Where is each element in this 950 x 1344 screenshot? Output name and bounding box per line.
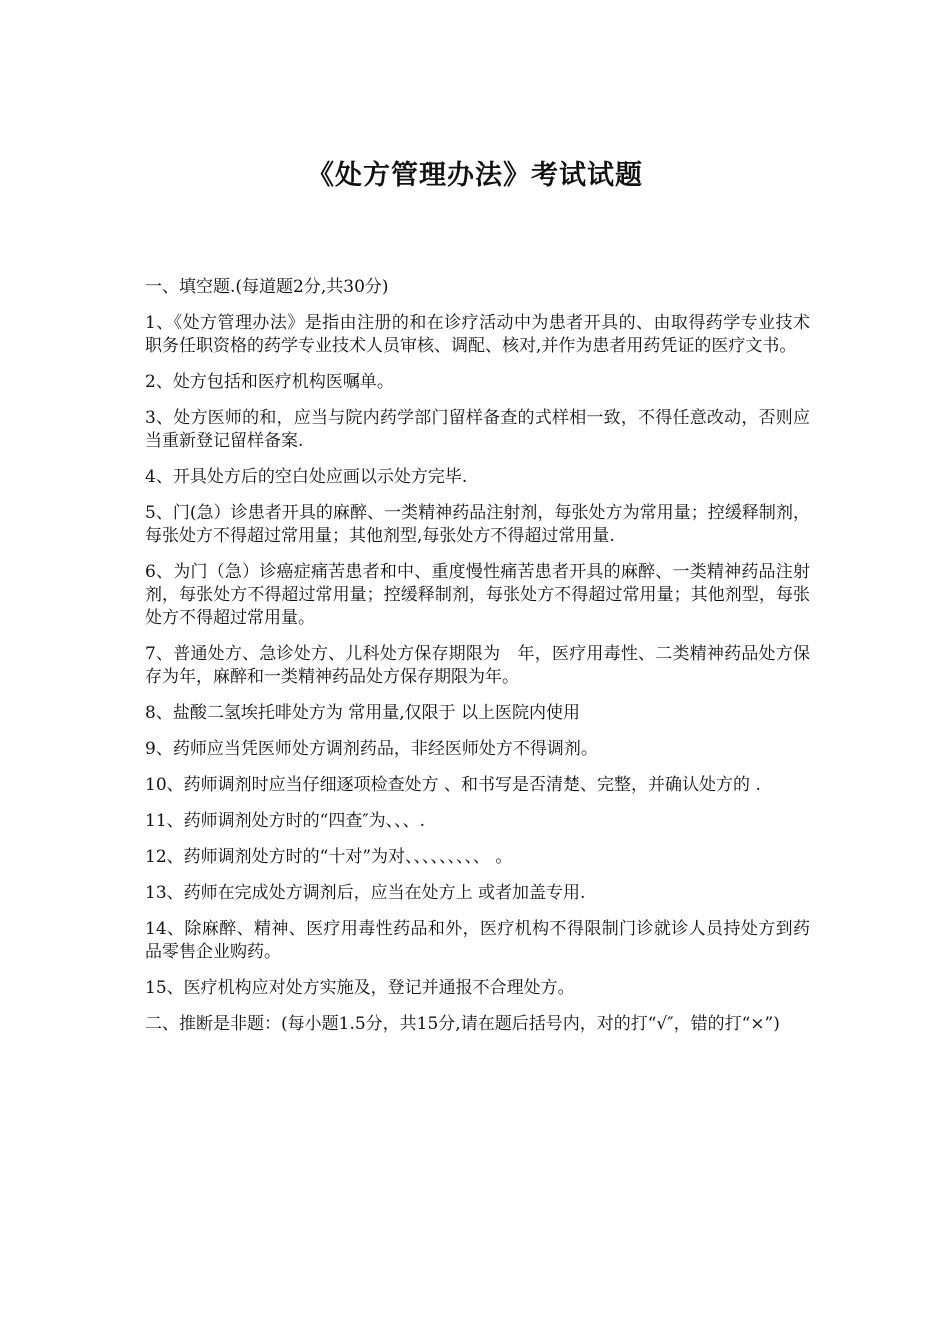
question-7: 7、普通处方、急诊处方、儿科处方保存期限为 年，医疗用毒性、二类精神药品处方保存为年，麻醉和一类精神药品处方保存期限为年。 (145, 644, 810, 687)
document-body (145, 276, 810, 1049)
question-15: 15、医疗机构应对处方实施及，登记并通报不合理处方。 (145, 978, 575, 998)
question-12: 12、药师调剂处方时的“十对”为对、、、、、、、、、 。 (145, 847, 513, 867)
question-3: 3、处方医师的和，应当与院内药学部门留样备查的式样相一致，不得任意改动，否则应当重新登记留样备案. (145, 408, 810, 451)
question-14: 14、除麻醉、精神、医疗用毒性药品和外，医疗机构不得限制门诊就诊人员持处方到药品零售企业购药。 (145, 919, 810, 962)
question-5: 5、门(急）诊患者开具的麻醉、一类精神药品注射剂，每张处方为常用量；控缓释制剂，每张处方不得超过常用量；其他剂型,每张处方不得超过常用量. (145, 503, 810, 546)
question-1: 1、《处方管理办法》是指由注册的和在诊疗活动中为患者开具的、由取得药学专业技术职务任职资格的药学专业技术人员审核、调配、核对,并作为患者用药凭证的医疗文书。 (145, 313, 810, 356)
question-13: 13、药师在完成处方调剂后，应当在处方上 或者加盖专用. (145, 883, 586, 903)
question-2: 2、处方包括和医疗机构医嘱单。 (145, 372, 394, 392)
document-title: 《处方管理办法》考试试题 (307, 160, 643, 191)
section-heading-true-false: 二、推断是非题：(每小题1.5分，共15分,请在题后括号内，对的打“√″，错的打“×”) (145, 1014, 780, 1034)
question-10: 10、药师调剂时应当仔细逐项检查处方 、和书写是否清楚、完整，并确认处方的 . (145, 775, 761, 795)
question-9: 9、药师应当凭医师处方调剂药品，非经医师处方不得调剂。 (145, 739, 598, 759)
question-6: 6、为门（急）诊癌症痛苦患者和中、重度慢性痛苦患者开具的麻醉、一类精神药品注射剂，每张处方不得超过常用量；控缓释制剂，每张处方不得超过常用量；其他剂型，每张处方不得超过常用量。 (145, 562, 810, 628)
question-11: 11、药师调剂处方时的“四查″为、、、. (145, 811, 426, 831)
question-4: 4、开具处方后的空白处应画以示处方完毕. (145, 467, 468, 487)
question-8: 8、盐酸二氢埃托啡处方为 常用量,仅限于 以上医院内使用 (145, 703, 581, 723)
section-heading-fill-in: 一、填空题.(每道题2分,共30分) (145, 277, 389, 297)
